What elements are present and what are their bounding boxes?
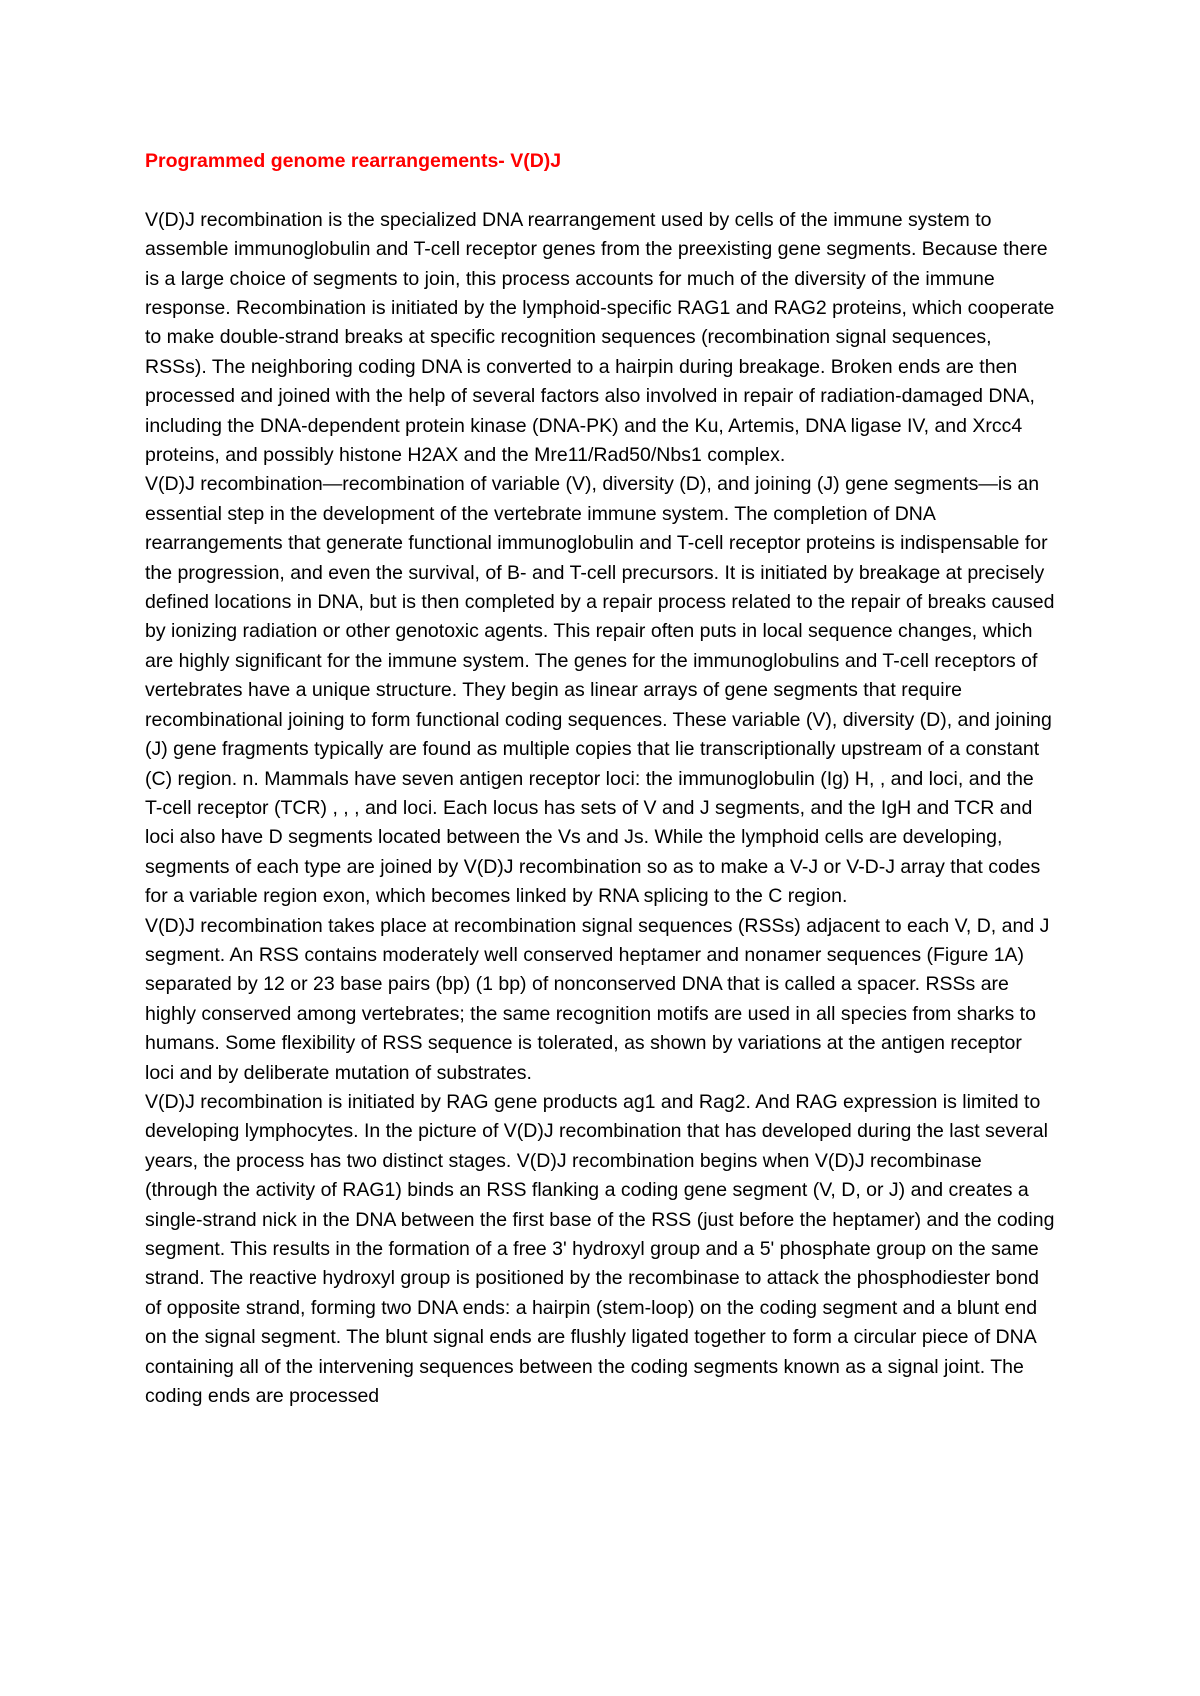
paragraph-1: V(D)J recombination is the specialized DNA rearrangement used by cells of the immune system to assemble immunoglobulin and T-cell receptor genes from the preexisting gene segments. Because there is a large choice of segments to join, this process accounts for much of the diversity of the immune response. Recombination is initiated by the lymphoid-specific RAG1 and RAG2 proteins, which cooperate to make double-strand breaks at specific recognition sequences (recombination signal sequences, RSSs). The neighboring coding DNA is converted to a hairpin during breakage. Broken ends are then processed and joined with the help of several factors also involved in repair of radiation-damaged DNA, including the DNA-dependent protein kinase (DNA-PK) and the Ku, Artemis, DNA ligase IV, and Xrcc4 proteins, and possibly histone H2AX and the Mre11/Rad50/Nbs1 complex. xyxy=(145,208,1055,467)
paragraph-3: V(D)J recombination takes place at recombination signal sequences (RSSs) adjacent to each V, D, and J segment. An RSS contains moderately well conserved heptamer and nonamer sequences (Figure 1A) separated by 12 or 23 base pairs (bp) (1 bp) of nonconserved DNA that is called a spacer. RSSs are highly conserved among vertebrates; the same recognition motifs are used in all species from sharks to humans. Some flexibility of RSS sequence is tolerated, as shown by variations at the antigen receptor loci and by deliberate mutation of substrates. xyxy=(145,914,1050,1084)
document-body xyxy=(145,147,1055,1411)
paragraph-4: V(D)J recombination is initiated by RAG gene products ag1 and Rag2. And RAG expression is limited to developing lymphocytes. In the picture of V(D)J recombination that has developed during the last several years, the process has two distinct stages. V(D)J recombination begins when V(D)J recombinase (through the activity of RAG1) binds an RSS flanking a coding gene segment (V, D, or J) and creates a single-strand nick in the DNA between the first base of the RSS (just before the heptamer) and the coding segment. This results in the formation of a free 3' hydroxyl group and a 5' phosphate group on the same strand. The reactive hydroxyl group is positioned by the recombinase to attack the phosphodiester bond of opposite strand, forming two DNA ends: a hairpin (stem-loop) on the coding segment and a blunt end on the signal segment. The blunt signal ends are flushly ligated together to form a circular piece of DNA containing all of the intervening sequences between the coding segments known as a signal joint. The coding ends are processed xyxy=(145,1090,1055,1408)
document-title: Programmed genome rearrangements- V(D)J xyxy=(145,150,562,172)
paragraph-2: V(D)J recombination—recombination of variable (V), diversity (D), and joining (J) gene segments—is an essential step in the development of the vertebrate immune system. The completion of DNA rearrangements that generate functional immunoglobulin and T-cell receptor proteins is indispensable for the progression, and even the survival, of B- and T-cell precursors. It is initiated by breakage at precisely defined locations in DNA, but is then completed by a repair process related to the repair of breaks caused by ionizing radiation or other genotoxic agents. This repair often puts in local sequence changes, which are highly significant for the immune system. The genes for the immunoglobulins and T-cell receptors of vertebrates have a unique structure. They begin as linear arrays of gene segments that require recombinational joining to form functional coding sequences. These variable (V), diversity (D), and joining (J) gene fragments typically are found as multiple copies that lie transcriptionally upstream of a constant (C) region. n. Mammals have seven antigen receptor loci: the immunoglobulin (Ig) H, , and loci, and the T-cell receptor (TCR) , , , and loci. Each locus has sets of V and J segments, and the IgH and TCR and loci also have D segments located between the Vs and Js. While the lymphoid cells are developing, segments of each type are joined by V(D)J recombination so as to make a V-J or V-D-J array that codes for a variable region exon, which becomes linked by RNA splicing to the C region. xyxy=(145,473,1055,908)
